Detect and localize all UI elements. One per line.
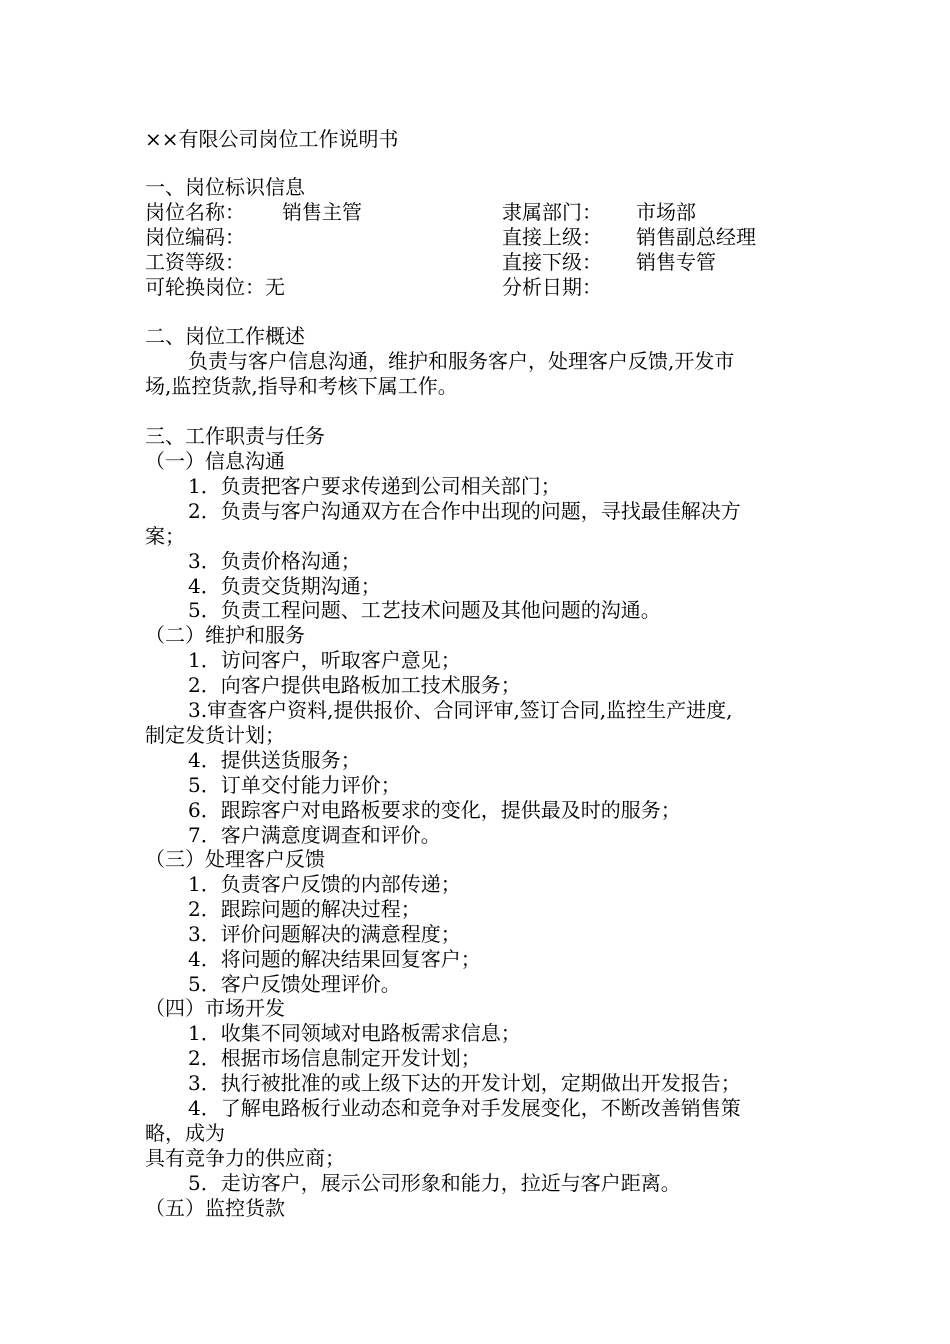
list-item: 6．跟踪客户对电路板要求的变化，提供最及时的服务； bbox=[188, 798, 681, 822]
list-item: 3．执行被批准的或上级下达的开发计划，定期做出开发报告； bbox=[188, 1071, 741, 1095]
subsection-title: （三）处理客户反馈 bbox=[145, 847, 325, 871]
document-title: ××有限公司岗位工作说明书 bbox=[145, 127, 399, 151]
subsection-title: （五）监控货款 bbox=[145, 1196, 285, 1220]
field-label: 可轮换岗位：无 bbox=[145, 275, 285, 299]
list-item: 1．收集不同领域对电路板需求信息； bbox=[188, 1021, 521, 1045]
summary-line: 场,监控货款,指导和考核下属工作。 bbox=[145, 374, 458, 398]
list-item: 5．负责工程问题、工艺技术问题及其他问题的沟通。 bbox=[188, 598, 661, 622]
field-label: 岗位编码： bbox=[145, 225, 245, 249]
field-value: 销售主管 bbox=[282, 200, 362, 224]
list-item: 5．客户反馈处理评价。 bbox=[188, 972, 401, 996]
list-item: 3.审查客户资料,提供报价、合同评审,签订合同,监控生产进度, bbox=[188, 698, 733, 722]
field-value: 销售专管 bbox=[636, 250, 716, 274]
list-item-continued: 具有竞争力的供应商； bbox=[145, 1146, 345, 1170]
list-item: 7．客户满意度调查和评价。 bbox=[188, 823, 441, 847]
list-item: 2．根据市场信息制定开发计划； bbox=[188, 1046, 481, 1070]
subsection-title: （一）信息沟通 bbox=[145, 449, 285, 473]
list-item: 2．向客户提供电路板加工技术服务； bbox=[188, 673, 521, 697]
field-label: 直接上级： bbox=[502, 225, 602, 249]
summary-line: 负责与客户信息沟通，维护和服务客户，处理客户反馈,开发市 bbox=[188, 349, 735, 373]
subsection-title: （二）维护和服务 bbox=[145, 623, 305, 647]
list-item: 2．跟踪问题的解决过程； bbox=[188, 897, 421, 921]
section1-heading: 一、岗位标识信息 bbox=[145, 175, 305, 199]
section2-heading: 二、岗位工作概述 bbox=[145, 324, 305, 348]
subsection-title: （四）市场开发 bbox=[145, 996, 285, 1020]
field-value: 市场部 bbox=[636, 200, 696, 224]
list-item: 4．负责交货期沟通； bbox=[188, 574, 381, 598]
list-item: 5．订单交付能力评价； bbox=[188, 773, 401, 797]
list-item: 1．访问客户，听取客户意见； bbox=[188, 648, 461, 672]
list-item: 5．走访客户，展示公司形象和能力，拉近与客户距离。 bbox=[188, 1171, 681, 1195]
section3-heading: 三、工作职责与任务 bbox=[145, 424, 325, 448]
list-item: 3．负责价格沟通； bbox=[188, 549, 361, 573]
list-item: 2．负责与客户沟通双方在合作中出现的问题，寻找最佳解决方 bbox=[188, 499, 741, 523]
list-item: 4．提供送货服务； bbox=[188, 748, 361, 772]
list-item: 4．将问题的解决结果回复客户； bbox=[188, 947, 481, 971]
list-item: 3．评价问题解决的满意程度； bbox=[188, 922, 461, 946]
list-item-continued: 制定发货计划； bbox=[145, 723, 285, 747]
field-value: 销售副总经理 bbox=[636, 225, 756, 249]
field-label: 工资等级： bbox=[145, 250, 245, 274]
field-label: 岗位名称： bbox=[145, 200, 245, 224]
list-item: 1．负责把客户要求传递到公司相关部门； bbox=[188, 474, 561, 498]
list-item: 1．负责客户反馈的内部传递； bbox=[188, 872, 461, 896]
list-item-continued: 案； bbox=[145, 524, 185, 548]
field-label: 隶属部门： bbox=[502, 200, 602, 224]
field-label: 分析日期： bbox=[502, 275, 602, 299]
field-label: 直接下级： bbox=[502, 250, 602, 274]
list-item: 4．了解电路板行业动态和竞争对手发展变化，不断改善销售策 bbox=[188, 1096, 741, 1120]
list-item-continued: 略，成为 bbox=[145, 1121, 225, 1145]
